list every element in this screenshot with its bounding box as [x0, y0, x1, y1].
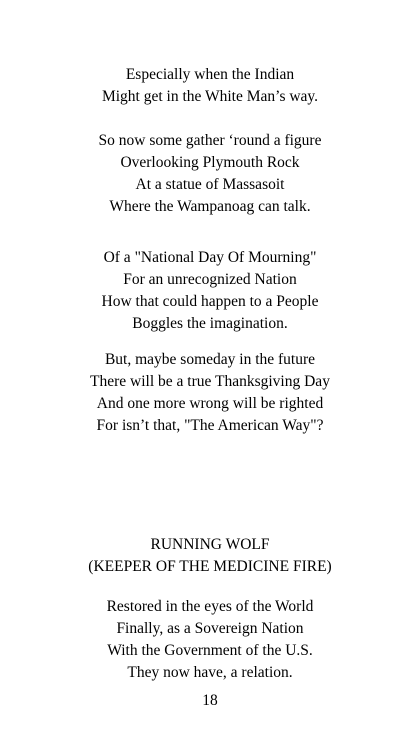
poem-stanza-3: [0, 247, 420, 335]
author-name: RUNNING WOLF: [150, 536, 270, 553]
next-poem-stanza: [0, 596, 420, 684]
poem-stanza-4: [0, 349, 420, 437]
poem-line: They now have, a relation.: [127, 664, 293, 681]
poem-line: Especially when the Indian: [125, 66, 295, 83]
author-title: (KEEPER OF THE MEDICINE FIRE): [88, 558, 332, 575]
poem-line: Boggles the imagination.: [132, 315, 288, 332]
poem-line: At a statue of Massasoit: [135, 176, 285, 193]
poem-line: But, maybe someday in the future: [104, 351, 316, 368]
page-number: 18: [202, 692, 218, 709]
poem-line: For isn’t that, "The American Way"?: [96, 417, 324, 434]
poem-line: For an unrecognized Nation: [123, 271, 297, 288]
poem-line: Of a "National Day Of Mourning": [103, 249, 317, 266]
poem-stanza-1: [0, 64, 420, 108]
poem-line: So now some gather ‘round a figure: [98, 132, 322, 149]
poem-line: Might get in the White Man’s way.: [101, 88, 319, 105]
poem-line: Restored in the eyes of the World: [106, 598, 314, 615]
poem-line: With the Government of the U.S.: [107, 642, 313, 659]
poem-line: There will be a true Thanksgiving Day: [90, 373, 330, 390]
poem-line: And one more wrong will be righted: [96, 395, 324, 412]
poem-stanza-2: [0, 130, 420, 218]
poem-line: Where the Wampanoag can talk.: [109, 198, 311, 215]
poem-line: Overlooking Plymouth Rock: [120, 154, 300, 171]
poem-line: How that could happen to a People: [101, 293, 319, 310]
author-signature: [0, 534, 420, 578]
poem-line: Finally, as a Sovereign Nation: [116, 620, 304, 637]
